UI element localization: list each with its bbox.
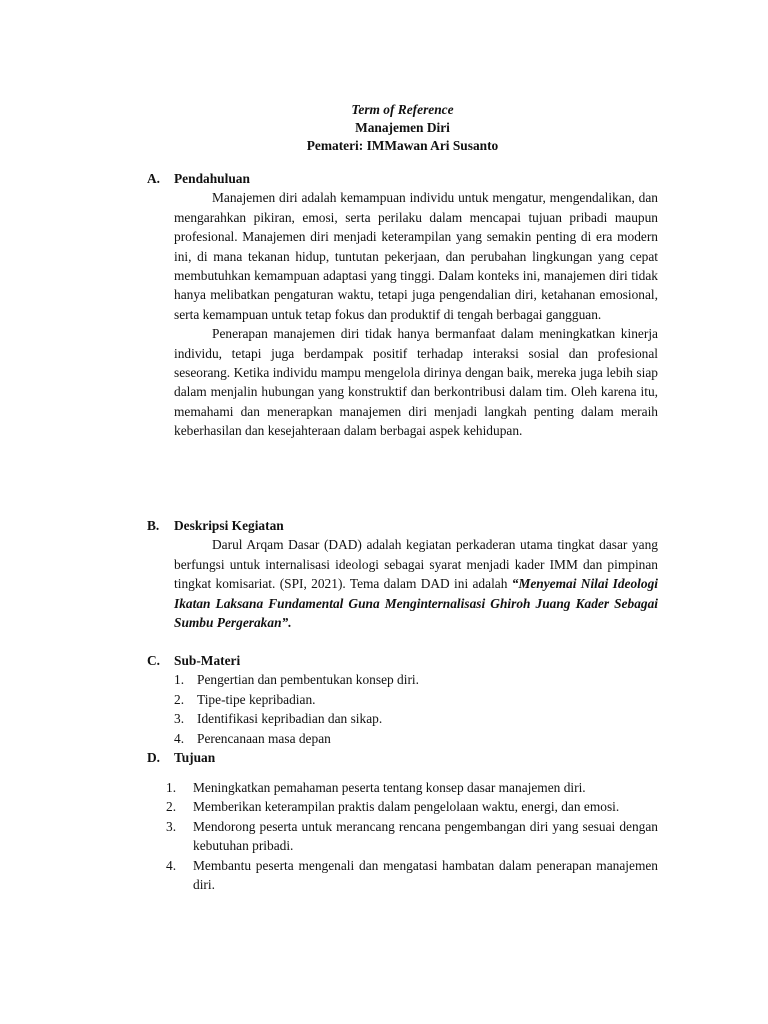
tujuan-list xyxy=(166,778,658,894)
section-sub-materi xyxy=(147,651,658,748)
list-item xyxy=(174,670,658,689)
section-letter: B. xyxy=(147,518,160,533)
list-text: Meningkatkan pemahaman peserta tentang konsep dasar manajemen diri. xyxy=(193,780,586,795)
list-item xyxy=(166,778,658,797)
list-number: 3. xyxy=(174,711,185,727)
list-number: 2. xyxy=(166,799,177,815)
list-number: 3. xyxy=(166,818,177,834)
list-text: Pengertian dan pembentukan konsep diri. xyxy=(197,672,420,688)
section-deskripsi-kegiatan xyxy=(147,516,658,632)
list-number: 1. xyxy=(166,780,177,795)
list-item xyxy=(166,817,658,856)
section-heading xyxy=(147,516,658,535)
title-block xyxy=(0,101,768,155)
list-number: 1. xyxy=(174,672,185,688)
section-heading xyxy=(147,169,658,188)
section-title: Deskripsi Kegiatan xyxy=(174,518,284,533)
sub-materi-list xyxy=(174,670,658,748)
list-text: Tipe-tipe kepribadian. xyxy=(197,691,316,707)
list-text: Membantu peserta mengenali dan mengatasi hambatan dalam penerapan manajemen diri. xyxy=(193,857,658,893)
paragraph-text: Darul Arqam Dasar (DAD) adalah kegiatan perkaderan utama tingkat dasar yang berfungsi untuk internalisasi ideologi sebagai syarat menjadi kader IMM dan pimpinan tingkat komisariat. (SPI, 2021). Tema dalam DAD ini adalah xyxy=(174,537,658,592)
section-title: Pendahuluan xyxy=(174,171,250,186)
section-letter: D. xyxy=(147,750,161,765)
section-letter: C. xyxy=(147,653,161,668)
list-text: Identifikasi kepribadian dan sikap. xyxy=(197,711,383,727)
section-heading xyxy=(147,748,658,767)
list-item xyxy=(174,690,658,709)
list-item xyxy=(174,729,658,748)
section-body xyxy=(174,188,658,440)
section-title: Tujuan xyxy=(174,750,216,765)
section-body xyxy=(174,670,658,748)
list-number: 2. xyxy=(174,691,185,707)
document-subject: Manajemen Diri xyxy=(355,120,450,135)
list-item xyxy=(166,797,658,816)
list-text: Mendorong peserta untuk merancang rencana pengembangan diri yang sesuai dengan kebutuhan pribadi. xyxy=(193,818,658,854)
section-heading xyxy=(147,651,658,670)
list-text: Perencanaan masa depan xyxy=(197,730,331,746)
theme-quote: “Menyemai Nilai Ideologi Ikatan Laksana Fundamental Guna Menginternalisasi Ghiroh Juang Kader Sebagai Sumbu Pergerakan”. xyxy=(174,576,658,631)
list-item xyxy=(166,856,658,895)
paragraph: Manajemen diri adalah kemampuan individu untuk mengatur, mengendalikan, dan mengarahkan pikiran, emosi, serta perilaku dalam mencapai tujuan pribadi maupun profesional. Manajemen diri menjadi keterampilan yang semakin penting di era modern ini, di mana tekanan hidup, tuntutan pekerjaan, dan perubahan lingkungan yang cepat membutuhkan kemampuan adaptasi yang tinggi. Dalam konteks ini, manajemen diri tidak hanya melibatkan pengaturan waktu, tetapi juga pengendalian diri, ketahanan emosional, serta kemampuan untuk tetap fokus dan produktif di tengah berbagai gangguan. xyxy=(174,190,658,322)
list-number: 4. xyxy=(174,730,185,746)
document-presenter: Pemateri: IMMawan Ari Susanto xyxy=(306,138,499,153)
section-letter: A. xyxy=(147,171,161,186)
document-title: Term of Reference xyxy=(351,102,454,117)
paragraph xyxy=(174,535,658,632)
section-tujuan xyxy=(147,748,658,767)
list-number: 4. xyxy=(166,857,177,873)
paragraph: Penerapan manajemen diri tidak hanya bermanfaat dalam meningkatkan kinerja individu, tetapi juga berdampak positif terhadap interaksi sosial dan profesional seseorang. Ketika individu mampu mengelola dirinya dengan baik, mereka juga lebih siap dalam menjalin hubungan yang konstruktif dan berkontribusi dalam tim. Oleh karena itu, memahami dan menerapkan manajemen diri menjadi langkah penting dalam meraih keberhasilan dan kesejahteraan dalam berbagai aspek kehidupan. xyxy=(174,326,658,439)
list-text: Memberikan keterampilan praktis dalam pengelolaan waktu, energi, dan emosi. xyxy=(193,799,620,815)
list-item xyxy=(174,709,658,728)
section-title: Sub-Materi xyxy=(174,653,241,668)
section-body xyxy=(174,535,658,632)
section-pendahuluan xyxy=(147,169,658,441)
